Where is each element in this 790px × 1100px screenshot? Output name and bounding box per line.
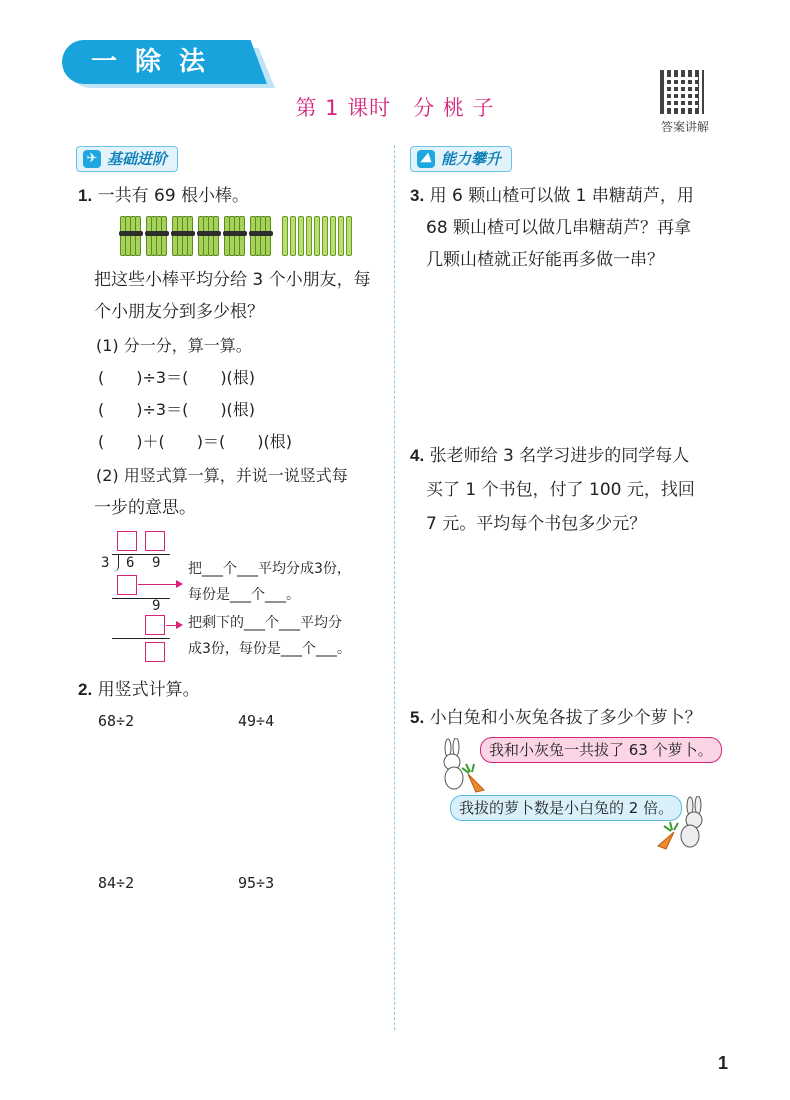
question-text: 一共有 69 根小棒。 <box>97 186 250 206</box>
question-4-line2: 买了 1 个书包，付了 100 元，找回 <box>426 480 695 500</box>
arrow-head-2 <box>176 621 183 629</box>
stick-rod <box>187 216 193 256</box>
single-stick <box>282 216 288 256</box>
question-number: 2. <box>78 680 93 699</box>
divisor: 3 <box>101 555 110 571</box>
calc-item-3: 84÷2 <box>98 874 135 892</box>
stick-rod <box>239 216 245 256</box>
bundle-band <box>171 231 195 236</box>
stick-rod <box>161 216 167 256</box>
q1-body-line2: 个小朋友分到多少根？ <box>94 302 264 322</box>
question-2-heading <box>78 674 200 706</box>
question-number: 5. <box>410 708 425 727</box>
q1-equation-3[interactable]: ( )＋( )＝( )(根) <box>98 432 292 451</box>
single-stick <box>322 216 328 256</box>
arrow-line-1 <box>138 584 178 585</box>
bundle-band <box>145 231 169 236</box>
stick-bundle <box>198 216 220 254</box>
stick-bundle <box>224 216 246 254</box>
dividend-tens: 6 <box>126 555 135 571</box>
division-bracket <box>112 554 119 572</box>
question-3-line2: 68 颗山楂可以做几串糖葫芦？再拿 <box>426 218 692 238</box>
grey-rabbit-icon <box>650 796 712 852</box>
dividend-ones: 9 <box>152 555 161 571</box>
question-4-line3: 7 元。平均每个书包多少元？ <box>426 514 647 534</box>
single-stick <box>346 216 352 256</box>
calc-item-4: 95÷3 <box>238 874 275 892</box>
section-tag-advanced <box>410 146 512 172</box>
sticks-figure <box>120 214 360 256</box>
calc-item-2: 49÷4 <box>238 712 275 730</box>
product-box-2[interactable] <box>145 615 165 635</box>
single-stick <box>314 216 320 256</box>
single-stick <box>338 216 344 256</box>
unit-title: 一除法 <box>90 47 223 77</box>
subtraction-line-2 <box>112 638 170 639</box>
stick-rod <box>213 216 219 256</box>
division-note-2b: 成3份，每份是___个___。 <box>188 641 351 657</box>
division-note-2a: 把剩下的___个___平均分 <box>188 615 342 631</box>
single-stick <box>306 216 312 256</box>
question-number: 1. <box>78 186 93 205</box>
question-4-line1 <box>410 440 689 472</box>
q1-part2-line2: 一步的意思。 <box>94 498 196 518</box>
speech-bubble-white-rabbit: 我和小灰兔一共拔了 63 个萝卜。 <box>480 737 722 763</box>
section-label-basic: 基础进阶 <box>107 150 168 168</box>
product-box[interactable] <box>117 575 137 595</box>
bundle-band <box>249 231 273 236</box>
subtraction-line-1 <box>112 598 170 599</box>
q1-equation-1[interactable]: ( )÷3＝( )(根) <box>98 368 256 387</box>
question-number: 3. <box>410 186 425 205</box>
qr-label: 答案讲解 <box>660 120 709 134</box>
single-stick <box>330 216 336 256</box>
q1-part2-line1: (2) 用竖式算一算，并说一说竖式每 <box>96 466 348 485</box>
stick-bundle <box>172 216 194 254</box>
section-label-advanced: 能力攀升 <box>441 150 502 168</box>
section-tag-basic <box>76 146 178 172</box>
question-1-heading <box>78 180 249 212</box>
bundle-band <box>197 231 221 236</box>
division-bar <box>112 554 170 555</box>
question-text: 用 6 颗山楂可以做 1 串糖葫芦，用 <box>429 186 694 206</box>
q1-body-line1: 把这些小棒平均分给 3 个小朋友，每 <box>94 270 371 290</box>
climber-icon: ⛰ <box>417 150 435 168</box>
division-note-1a: 把___个___平均分成3份， <box>188 561 351 577</box>
bundle-band <box>223 231 247 236</box>
remainder-digit: 9 <box>152 598 161 614</box>
calc-item-1: 68÷2 <box>98 712 135 730</box>
question-5-heading <box>410 702 702 734</box>
bundle-band <box>119 231 143 236</box>
page-number: 1 <box>718 1053 729 1073</box>
question-number: 4. <box>410 446 425 465</box>
qr-code-pattern <box>666 76 698 108</box>
question-3-line1 <box>410 180 694 212</box>
quotient-box-tens[interactable] <box>117 531 137 551</box>
column-divider <box>394 145 395 1030</box>
quotient-box-ones[interactable] <box>145 531 165 551</box>
final-remainder-box[interactable] <box>145 642 165 662</box>
arrow-head-1 <box>176 580 183 588</box>
single-stick <box>298 216 304 256</box>
stick-rod <box>265 216 271 256</box>
question-text: 用竖式计算。 <box>97 680 200 700</box>
speech-bubble-grey-rabbit: 我拔的萝卜数是小白兔的 2 倍。 <box>450 795 682 821</box>
q1-part1: (1) 分一分，算一算。 <box>96 336 252 355</box>
q1-equation-2[interactable]: ( )÷3＝( )(根) <box>98 400 256 419</box>
stick-bundle <box>120 216 142 254</box>
division-note-1b: 每份是___个___。 <box>188 587 300 603</box>
stick-bundle <box>250 216 272 254</box>
stick-rod <box>135 216 141 256</box>
single-stick <box>290 216 296 256</box>
runner-icon: ✈ <box>83 150 101 168</box>
question-text: 小白兔和小灰兔各拔了多少个萝卜？ <box>429 708 702 728</box>
lesson-title: 第 1 课时 分 桃 子 <box>295 96 495 120</box>
question-3-line3: 几颗山楂就正好能再多做一串？ <box>426 250 664 270</box>
question-text: 张老师给 3 名学习进步的同学每人 <box>429 446 690 466</box>
stick-bundle <box>146 216 168 254</box>
